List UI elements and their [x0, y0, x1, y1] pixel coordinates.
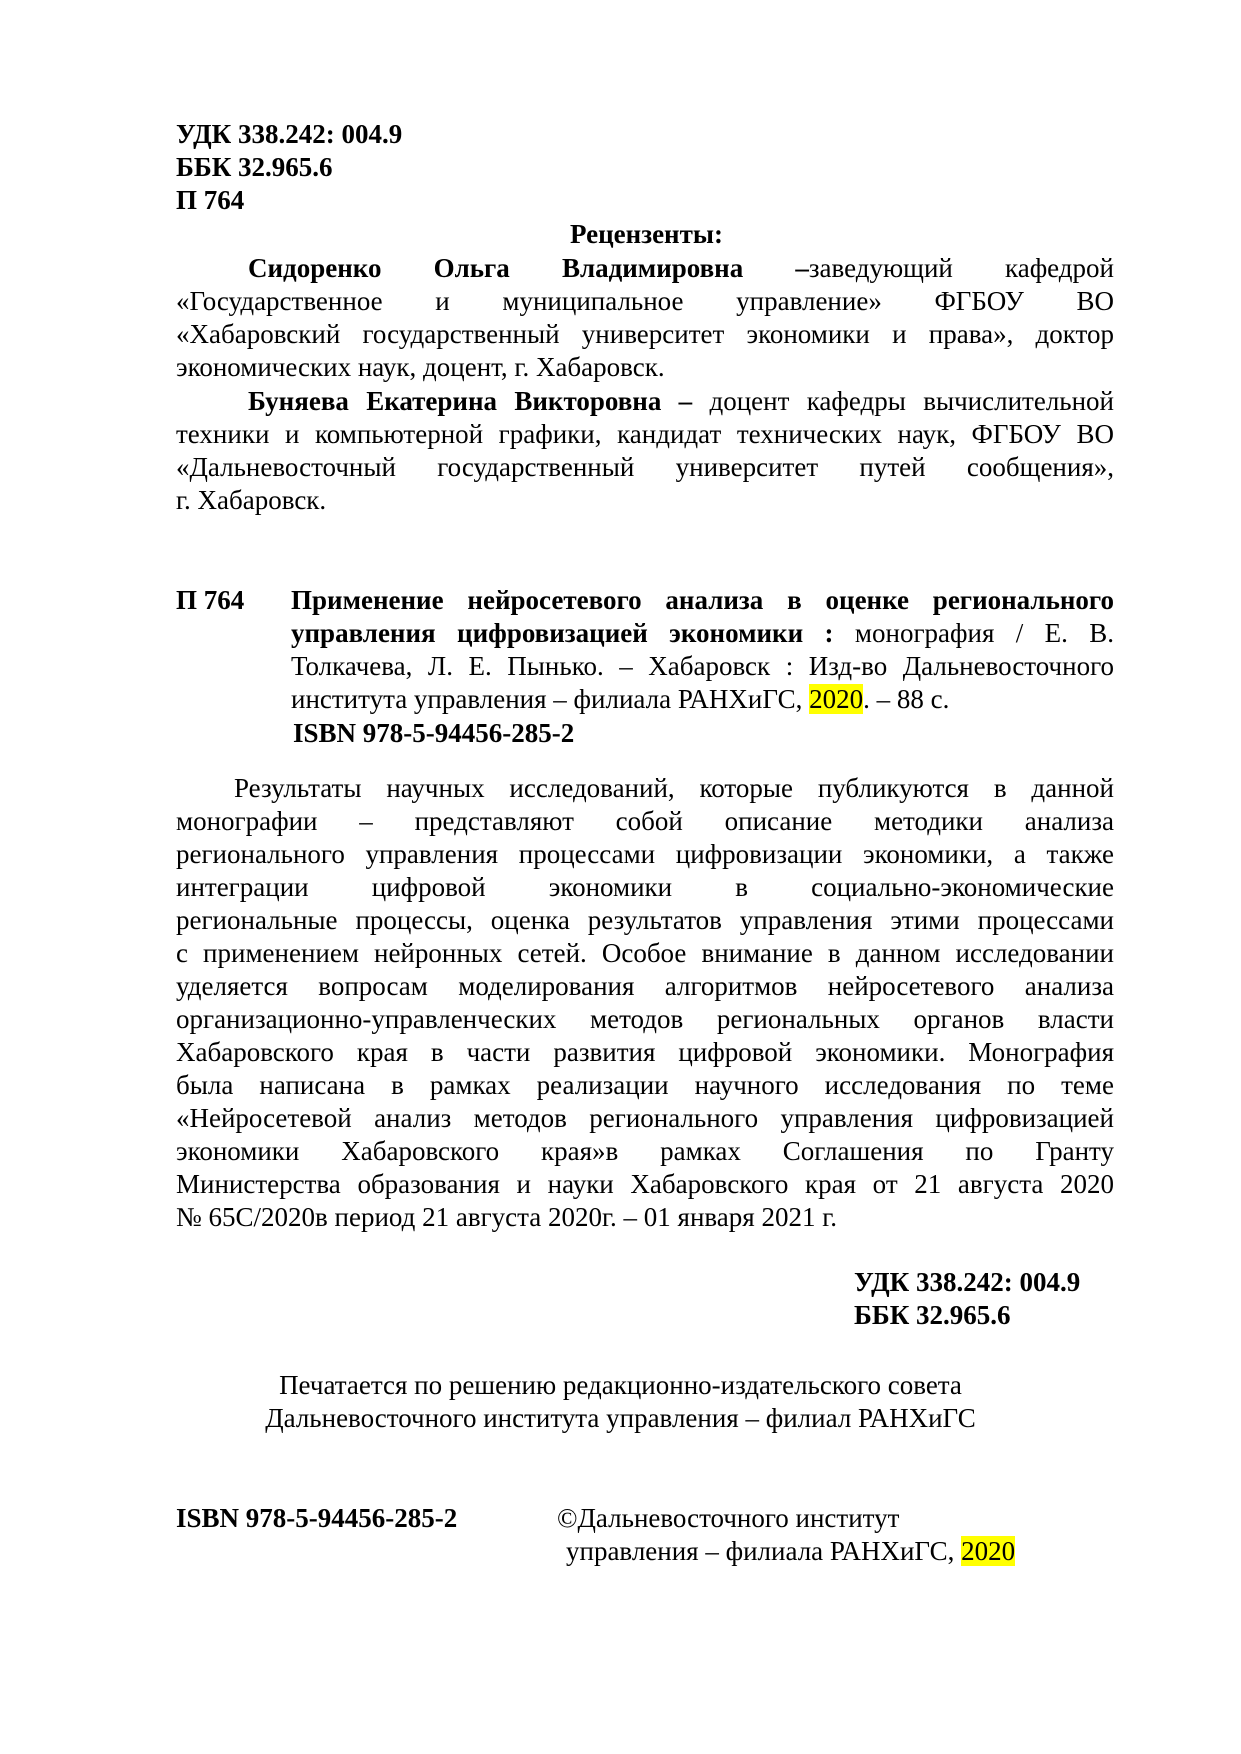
abstract-line: Министерства образования и науки Хабаровского края от 21 августа 2020 [176, 1169, 1114, 1199]
abstract-line: уделяется вопросам моделирования алгоритмов нейросетевого анализа [176, 971, 1114, 1001]
publisher-note-line-1: Печатается по решению редакционно-издательского совета [279, 1370, 962, 1400]
catalog-isbn: ISBN 978-5-94456-285-2 [293, 718, 575, 748]
catalog-title-line-2: управления цифровизацией экономики : [291, 618, 834, 648]
abstract-line: организационно-управленческих методов региональных органов власти [176, 1004, 1114, 1034]
catalog-publisher: института управления – филиала РАНХиГС, [291, 684, 803, 714]
reviewer-1-line-2: «Государственное и муниципальное управление» ФГБОУ ВО [176, 286, 1114, 316]
udk-code-bottom: УДК 338.242: 004.9 [854, 1267, 1081, 1297]
bbk-code: ББК 32.965.6 [176, 152, 333, 182]
udk-code: УДК 338.242: 004.9 [176, 119, 403, 149]
reviewer-1-line-4: экономических наук, доцент, г. Хабаровск. [176, 352, 665, 382]
reviewer-1-dash: – [795, 253, 809, 283]
catalog-line-4 [291, 683, 949, 716]
abstract-line: была написана в рамках реализации научного исследования по теме [176, 1070, 1114, 1100]
reviewer-2-line-1 [176, 385, 1114, 418]
abstract-line: Хабаровского края в части развития цифровой экономики. Монография [176, 1037, 1114, 1067]
reviewer-1-position: заведующий кафедрой [808, 253, 1114, 283]
catalog-line-3: Толкачева, Л. Е. Пынько. – Хабаровск : Изд-во Дальневосточного [291, 651, 1114, 681]
reviewer-1-line-1 [176, 252, 1114, 285]
reviewer-1-line-3: «Хабаровский государственный университет экономики и права», доктор [176, 319, 1114, 349]
bbk-code-bottom: ББК 32.965.6 [854, 1300, 1011, 1330]
catalog-code: П 764 [176, 585, 245, 615]
reviewer-2-line-4: г. Хабаровск. [176, 485, 327, 515]
copyright-line-2 [566, 1535, 1015, 1568]
reviewer-2-line-2: техники и компьютерной графики, кандидат технических наук, ФГБОУ ВО [176, 419, 1114, 449]
copyright-holder: управления – филиала РАНХиГС, [566, 1536, 955, 1566]
reviewer-1-name: Сидоренко Ольга Владимировна [248, 253, 744, 283]
abstract-line: «Нейросетевой анализ методов регионального управления цифровизацией [176, 1103, 1114, 1133]
abstract-line: монографии – представляют собой описание методики анализа [176, 806, 1114, 836]
abstract-line: интеграции цифровой экономики в социально-экономические [176, 872, 1114, 902]
abstract-line: с применением нейронных сетей. Особое внимание в данном исследовании [176, 938, 1114, 968]
reviewer-2-line-3: «Дальневосточный государственный университет путей сообщения», [176, 452, 1114, 482]
footer-isbn: ISBN 978-5-94456-285-2 [176, 1503, 458, 1533]
copyright-year: 2020 [961, 1536, 1016, 1566]
abstract-line: регионального управления процессами цифровизации экономики, а также [176, 839, 1114, 869]
catalog-year: 2020 [809, 684, 864, 714]
abstract-line: региональные процессы, оценка результатов управления этими процессами [176, 905, 1114, 935]
abstract-line: Результаты научных исследований, которые публикуются в данной [234, 773, 1114, 803]
publisher-note-line-2: Дальневосточного института управления – филиал РАНХиГС [265, 1403, 976, 1433]
catalog-line-2 [291, 617, 1114, 650]
catalog-pages: . – 88 с. [863, 684, 950, 714]
copyright-line-1: ©Дальневосточного институт [557, 1503, 900, 1533]
reviewer-2-name: Буняева Екатерина Викторовна – [248, 386, 693, 416]
reviewers-title: Рецензенты: [570, 219, 723, 249]
catalog-title-line-1: Применение нейросетевого анализа в оценке регионального [291, 585, 1114, 615]
abstract-last-line: № 65С/2020в период 21 августа 2020г. – 01 января 2021 г. [176, 1202, 837, 1232]
abstract-line: экономики Хабаровского края»в рамках Соглашения по Гранту [176, 1136, 1114, 1166]
author-mark: П 764 [176, 185, 245, 215]
catalog-authors-start: монография / Е. В. [854, 618, 1114, 648]
reviewer-2-position: доцент кафедры вычислительной [709, 386, 1114, 416]
